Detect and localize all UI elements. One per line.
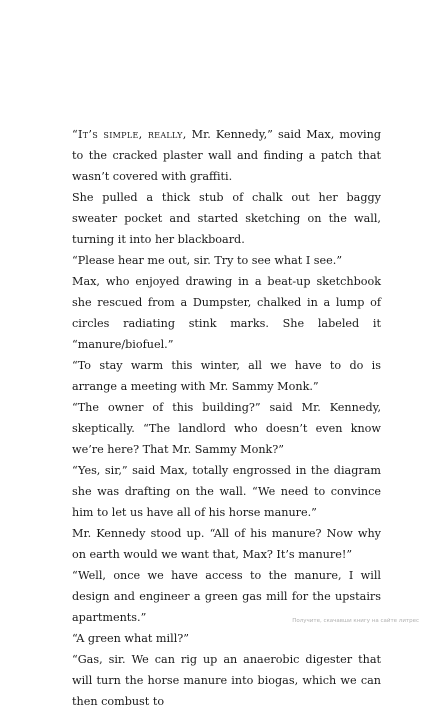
paragraph-3: “Please hear me out, sir. Try to see what I see.” [72,254,343,267]
paragraph-8: Mr. Kennedy stood up. “All of his manure? Now why on earth would we want that, Max? It’s manure!” [72,527,381,561]
paragraph-2: She pulled a thick stub of chalk out her baggy sweater pocket and started sketching on the wall, turning it into her blackboard. [72,191,381,246]
paragraph-1 [72,124,381,187]
paragraph-4: Max, who enjoyed drawing in a beat-up sketchbook she rescued from a Dumpster, chalked in a lump of circles radiating stink marks. She labeled it “manure/biofuel.” [72,275,381,351]
paragraph-11: “Gas, sir. We can rig up an anaerobic digester that will turn the horse manure into biogas, which we can then combust to [72,653,381,708]
paragraph-7: “Yes, sir,” said Max, totally engrossed in the diagram she was drafting on the wall. “We need to convince him to let us have all of his horse manure.” [72,464,381,519]
paragraph-9: “Well, once we have access to the manure, I will design and engineer a green gas mill for the upstairs apartments.” [72,569,381,624]
paragraph-text: Mr. Kennedy,” said Max, moving to the cracked plaster wall and finding a patch that wasn’t covered with graffiti. [72,128,381,183]
page-footer-watermark: Получите, скачавши книгу на сайте литрес [292,618,419,624]
paragraph-lead-small-caps: “It’s simple, really, [72,128,187,141]
paragraph-5: “To stay warm this winter, all we have to do is arrange a meeting with Mr. Sammy Monk.” [72,359,381,393]
paragraph-10: “A green what mill?” [72,632,189,645]
paragraph-6: “The owner of this building?” said Mr. Kennedy, skeptically. “The landlord who doesn’t even know we’re here? That Mr. Sammy Monk?” [72,401,381,456]
